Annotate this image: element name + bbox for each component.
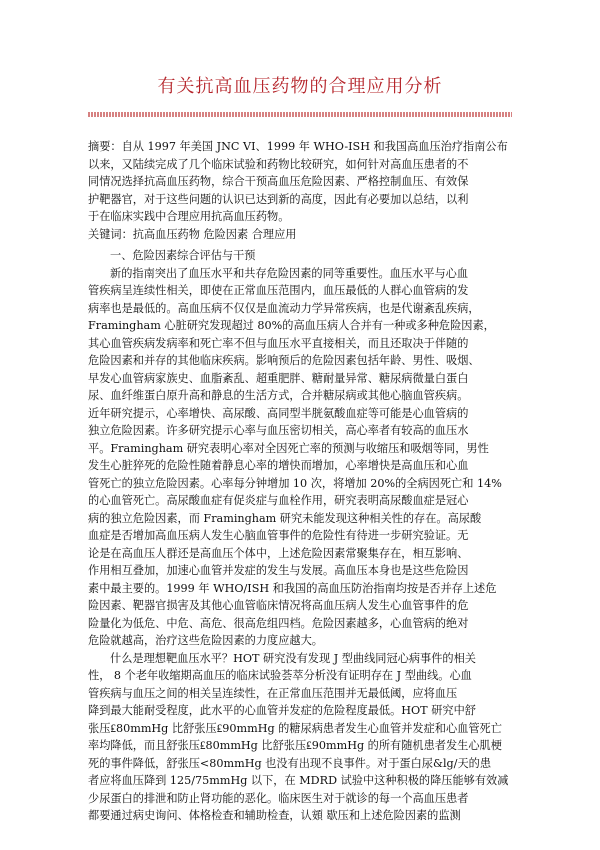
paragraph-line: 率均降低，而且舒张压₤80mmHg 比舒张压₤90mmHg 的所有随机患者发生心肌梗 [88, 739, 502, 752]
paragraph-line: 都要通过病史询问、体格检查和辅助检查，认頞 歇压和上述危险因素的监测 [88, 809, 461, 822]
abstract-line: 护靶器官，对于这些问题的认识已达到新的高度，因此有必要加以总结，以利 [88, 192, 469, 206]
paragraph-line: 平。Framingham 研究表明心率对全因死亡率的预测与收缩压和吸烟等同，男性 [88, 441, 489, 455]
paragraph-line: 险因素、靶器官损害及其他心血管临床情况将高血压病人发生心血管事件的危 [88, 599, 469, 612]
paragraph-line: 新的指南突出了血压水平和共存危险因素的同等重要性。血压水平与心血 [110, 266, 469, 280]
body-text [88, 247, 520, 825]
abstract-line: 于在临床实践中合理应用抗高血压药物。 [88, 210, 290, 223]
paragraph-line: 张压₤80mmHg 比舒张压₤90mmHg 的糖尿病患者发生心血管并发症和心血管死亡 [88, 721, 502, 735]
paragraph-line: 危险就越高，治疗这些危险因素的力度应越大。 [88, 634, 323, 647]
paragraph-line: 独立危险因素。许多研究提示心率与血压密切相关，高心率者有较高的血压水 [88, 424, 469, 437]
paragraph-line: 管死亡的独立危险因素。心率每分钟增加 10 次，将增加 20%的全病因死亡和 14% [88, 476, 502, 490]
paragraph-line: 降到最大能耐受程度，此水平的心血管并发症的危险程度最低。HOT 研究中舒 [88, 704, 476, 717]
paragraph-line: 素中最主要的。1999 年 WHO/ISH 和我国的高血压防治指南均按是否并存上述危 [88, 581, 497, 595]
page-title: 有关抗高血压药物的合理应用分析 [157, 76, 443, 97]
paragraph-line: 发生心脏猝死的危险性随着静息心率的增快而增加，心率增快是高血压和心血 [88, 459, 469, 472]
title-divider [88, 112, 512, 117]
paragraph-line: 近年研究提示，心率增快、高尿酸、高同型半胱氨酸血症等可能是心血管病的 [88, 406, 469, 420]
keywords-line: 关键词：抗高血压药物 危险因素 合理应用 [88, 227, 297, 241]
abstract-block [88, 138, 520, 243]
paragraph-line: 尿、血纤维蛋白原升高和静息的生活方式，合并糖尿病或其他心脑血管疾病。 [88, 389, 469, 402]
paragraph-line: 作用相互叠加，加速心血管并发症的发生与发展。高血压本身也是这些危险因 [88, 564, 469, 577]
paragraph-line: 论是在高血压人群还是高血压个体中，上述危险因素常聚集存在，相互影响、 [88, 546, 469, 560]
paragraph-line: 病的独立危险因素，而 Framingham 研究未能发现这种相关性的存在。高尿酸 [88, 511, 482, 525]
paragraph-line: 少尿蛋白的排泄和防止肾功能的恶化。临床医生对于就诊的每一个高血压患者 [88, 791, 469, 805]
paragraph-line: 者应将血压降到 125/75mmHg 以下，在 MDRD 试验中这种积极的降压能够有效减 [88, 774, 509, 787]
paragraph-line: 危险因素和并存的其他临床疾病。影响预后的危险因素包括年龄、男性、吸烟、 [88, 354, 480, 367]
paragraph-line: 险量化为低危、中危、高危、很高危组四档。危险因素越多，心血管病的绝对 [88, 616, 469, 630]
paragraph-line: 管疾病呈连续性相关，即使在正常血压范围内，血压最低的人群心血管病的发 [88, 284, 469, 297]
paragraph-line: 血症是否增加高血压病人发生心脑血管事件的危险性有待进一步研究验证。无 [88, 529, 469, 542]
abstract-line: 摘要：自从 1997 年美国 JNC VI、1999 年 WHO-ISH 和我国高血压治疗指南公布 [88, 140, 508, 153]
paragraph-line: 什么是理想靶血压水平？HOT 研究没有发现 J 型曲线同冠心病事件的相关 [110, 651, 476, 665]
abstract-line: 以来，又陆续完成了几个临床试验和药物比较研究，如何针对高血压患者的不 [88, 157, 469, 171]
paragraph-line: 其心血管疾病发病率和死亡率不但与血压水平直接相关，而且还取决于伴随的 [88, 336, 469, 350]
paragraph-line: 管疾病与血压之间的相关呈连续性，在正常血压范围并无最低阈，应将血压 [88, 686, 458, 700]
abstract-line: 同情况选择抗高血压药物，综合干预高血压危险因素、严格控制血压、有效保 [88, 175, 469, 188]
paragraph-line: 的心血管死亡。高尿酸血症有促炎症与血栓作用，研究表明高尿酸血症是冠心 [88, 494, 469, 507]
section-heading: 一、危险因素综合评估与干预 [110, 249, 256, 262]
paragraph-line: Framingham 心脏研究发现超过 80%的高血压病人合并有一种或多种危险因素， [88, 319, 495, 332]
paragraph-line: 早发心血管病家族史、血脂紊乱、超重肥胖、糖耐量异常、糖尿病微量白蛋白 [88, 371, 469, 385]
paragraph-line: 性， 8 个老年收缩期高血压的临床试验荟萃分析没有证明存在 J 型曲线。心血 [88, 669, 472, 682]
paragraph-line: 病率也是最低的。高血压病不仅仅是血流动力学异常疾病，也是代谢紊乱疾病， [88, 301, 480, 315]
paragraph-line: 死的事件降低，舒张压<80mmHg 也没有出现不良事件。对于蛋白尿&lg/天的患 [88, 756, 492, 770]
